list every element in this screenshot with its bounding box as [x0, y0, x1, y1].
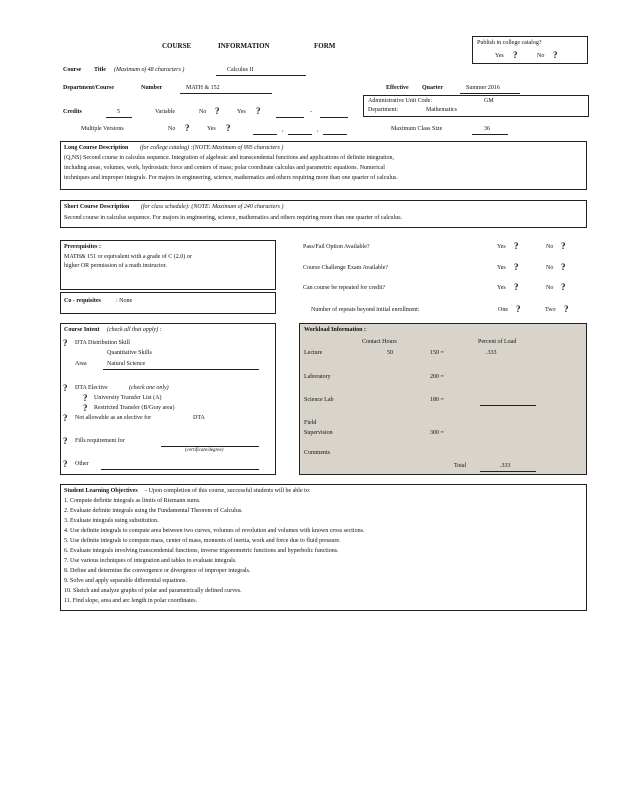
- dta-elective-checkbox[interactable]: ?: [63, 383, 68, 393]
- pass-fail-no-label: No: [546, 244, 554, 250]
- multiple-versions-label: Multiple Versions: [81, 126, 124, 132]
- dta-elective-label: DTA Elective: [75, 385, 108, 391]
- prereq-label: Prerequisites :: [64, 244, 101, 250]
- slo-item-5[interactable]: 5. Use definite integrals to compute mass, center of mass, moments of inertia, work and force due to fluid pressure.: [64, 538, 341, 544]
- intent-header: [64, 327, 162, 333]
- short-description-box: [60, 200, 587, 228]
- admin-department-value: Mathematics: [426, 107, 457, 113]
- fills-checkbox[interactable]: ?: [63, 436, 68, 446]
- repeats-two-checkbox[interactable]: ?: [564, 304, 569, 314]
- dta-label: DTA Distribution Skill: [75, 340, 130, 346]
- multiple-comma1: ,: [282, 127, 284, 133]
- dta-elective-hint: (check one only): [129, 385, 169, 391]
- transfer-a-label: University Transfer List (A): [94, 395, 162, 401]
- effective-label: Effective: [386, 85, 409, 91]
- prerequisites-box: [60, 240, 276, 290]
- other-checkbox[interactable]: ?: [63, 459, 68, 469]
- credits-label: Credits: [63, 109, 82, 115]
- slo-header: [64, 488, 310, 494]
- science-lab-label: Science Lab: [304, 397, 334, 403]
- pass-fail-yes-checkbox[interactable]: ?: [514, 241, 519, 251]
- title-label: Title: [94, 67, 106, 73]
- dta-checkbox[interactable]: ?: [63, 338, 68, 348]
- course-label: Course: [63, 67, 82, 73]
- publish-no-checkbox[interactable]: ?: [553, 50, 558, 60]
- transfer-b-label: Restricted Transfer (B/Gray area): [94, 405, 175, 411]
- title-hint: (Maximum of 48 characters ): [114, 67, 185, 73]
- max-class-underline: [472, 134, 508, 135]
- repeat-yes-checkbox[interactable]: ?: [514, 282, 519, 292]
- quarter-value[interactable]: Summer 2016: [466, 85, 500, 91]
- multiple-no-label: No: [168, 126, 176, 132]
- comments-label: Comments: [304, 450, 331, 456]
- repeat-no-checkbox[interactable]: ?: [561, 282, 566, 292]
- multiple-comma2: ,: [317, 127, 319, 133]
- max-class-value[interactable]: 36: [484, 126, 490, 132]
- workload-box: [299, 323, 587, 475]
- lecture-hours[interactable]: 50: [387, 350, 393, 356]
- repeats-one-label: One: [498, 307, 508, 313]
- slo-item-9[interactable]: 9. Solve and apply separable differential equations.: [64, 578, 187, 584]
- challenge-yes-label: Yes: [497, 265, 506, 271]
- short-desc-hint: (for class schedule): (NOTE: Maximum of 240 characters ): [140, 204, 284, 210]
- lecture-label: Lecture: [304, 350, 323, 356]
- admin-box: [363, 95, 589, 117]
- not-allowable-checkbox[interactable]: ?: [63, 413, 68, 423]
- total-underline: [480, 471, 536, 472]
- course-intent-box: [60, 323, 276, 475]
- sci-percent-underline: [480, 405, 536, 406]
- short-desc-text[interactable]: Second course in calculus sequence. For majors in engineering, science, mathematics and others requiring more than one quarter of calculus.: [64, 215, 403, 221]
- long-description-box: [60, 141, 587, 190]
- long-desc-line-2[interactable]: including areas, volumes, work, hydrostatic force and centers of mass; polar coordinate calculus and parametric equations. Numerical: [64, 165, 385, 171]
- pass-fail-yes-label: Yes: [497, 244, 506, 250]
- intent-label: Course Intent: [64, 327, 100, 333]
- coreq-value[interactable]: : None: [116, 298, 133, 304]
- lecture-divisor: 150 =: [430, 350, 444, 356]
- publish-no-label: No: [537, 53, 545, 59]
- lab-divisor: 200 =: [430, 374, 444, 380]
- sci-divisor: 180 =: [430, 397, 444, 403]
- variable-no-checkbox[interactable]: ?: [215, 106, 220, 116]
- challenge-yes-checkbox[interactable]: ?: [514, 262, 519, 272]
- fills-underline: [161, 446, 259, 447]
- multiple-field2-underline: [288, 134, 312, 135]
- long-desc-line-3[interactable]: techniques and improper integrals. For majors in engineering, science, mathematics and others requiring more than one quarter of calculus.: [64, 175, 398, 181]
- fills-label: Fills requirement for: [75, 438, 125, 444]
- not-allowable-label: Not allowable as an elective for: [75, 415, 152, 421]
- variable-yes-checkbox[interactable]: ?: [256, 106, 261, 116]
- dept-course-value[interactable]: MATH & 152: [186, 85, 220, 91]
- challenge-label: Course Challenge Exam Available?: [303, 265, 389, 271]
- lecture-percent[interactable]: .333: [486, 350, 497, 356]
- corequisites-box: [60, 292, 276, 314]
- slo-item-6[interactable]: 6. Evaluate integrals involving transcendental functions, inverse trigonometric functions and hyperbolic functions.: [64, 548, 339, 554]
- slo-box: [60, 484, 587, 611]
- slo-item-2[interactable]: 2. Evaluate definite integrals using the Fundamental Theorem of Calculus.: [64, 508, 243, 514]
- challenge-no-checkbox[interactable]: ?: [561, 262, 566, 272]
- short-desc-header: [64, 204, 283, 210]
- slo-label: Student Learning Objectives: [64, 488, 138, 494]
- coreq-label: Co - requisites: [64, 298, 101, 304]
- multiple-yes-checkbox[interactable]: ?: [226, 123, 231, 133]
- variable-yes-label: Yes: [237, 109, 246, 115]
- slo-item-4[interactable]: 4. Use definite integrals to compute area between two curves, volumes of revolution and volumes with known cross sections.: [64, 528, 365, 534]
- short-desc-label: Short Course Description: [64, 204, 130, 210]
- repeat-yes-label: Yes: [497, 285, 506, 291]
- dept-underline: [180, 93, 272, 94]
- course-title-underline: [216, 75, 306, 76]
- form-title-course: COURSE: [162, 42, 192, 50]
- total-value[interactable]: .333: [500, 463, 511, 469]
- intent-hint: (check all that apply) :: [107, 327, 162, 333]
- repeat-no-label: No: [546, 285, 554, 291]
- transfer-b-checkbox[interactable]: ?: [83, 403, 88, 413]
- multiple-yes-label: Yes: [207, 126, 216, 132]
- long-desc-hint: (for college catalog) :(NOTE:Maximum of 995 characters ): [139, 145, 284, 151]
- slo-item-7[interactable]: 7. Use various techniques of integration and tables to evaluate integrals.: [64, 558, 237, 564]
- variable-no-label: No: [199, 109, 207, 115]
- field-label: Field: [304, 420, 317, 426]
- slo-intro: - Upon completion of this course, successful students will be able to:: [145, 488, 311, 494]
- slo-item-10[interactable]: 10. Sketch and analyze graphs of polar and parametrically defined curves.: [64, 588, 242, 594]
- multiple-field3-underline: [323, 134, 347, 135]
- long-desc-line-1[interactable]: (Q,NS) Second course in calculus sequence. Integration of algebraic and transcendental functions and applications of definite integration,: [64, 155, 395, 161]
- multiple-field1-underline: [253, 134, 277, 135]
- multiple-no-checkbox[interactable]: ?: [185, 123, 190, 133]
- prereq-line-2[interactable]: higher OR permission of a math instructor.: [64, 263, 167, 269]
- pass-fail-no-checkbox[interactable]: ?: [561, 241, 566, 251]
- area-underline: [103, 369, 259, 370]
- laboratory-label: Laboratory: [304, 374, 331, 380]
- long-desc-header: [64, 145, 283, 151]
- course-title-value[interactable]: Calculus II: [227, 67, 254, 73]
- challenge-no-label: No: [546, 265, 554, 271]
- form-title-information: INFORMATION: [218, 42, 270, 50]
- slo-item-8[interactable]: 8. Define and determine the convergence or divergence of improper integrals.: [64, 568, 251, 574]
- repeats-one-checkbox[interactable]: ?: [516, 304, 521, 314]
- contact-hours-header: Contact Hours: [362, 339, 397, 345]
- number-label: Number: [141, 85, 163, 91]
- supervision-label: Supervision: [304, 430, 333, 436]
- quarter-label: Quarter: [422, 85, 443, 91]
- slo-item-11[interactable]: 11. Find slope, area and arc length in polar coordinates.: [64, 598, 198, 604]
- publish-yes-label: Yes: [495, 53, 504, 59]
- variable-label: Variable: [155, 109, 175, 115]
- publish-yes-checkbox[interactable]: ?: [513, 50, 518, 60]
- variable-min-underline: [276, 117, 304, 118]
- area-value[interactable]: Natural Science: [107, 361, 146, 367]
- long-desc-label: Long Course Description: [64, 145, 129, 151]
- variable-dash: -: [310, 109, 312, 115]
- publish-label: Publish in college catalog?: [477, 40, 542, 46]
- admin-department-label: Department:: [368, 107, 398, 113]
- max-class-label: Maximum Class Size: [391, 126, 443, 132]
- repeat-credit-label: Can course be repeated for credit?: [303, 285, 386, 291]
- repeats-two-label: Two: [545, 307, 556, 313]
- admin-unit-label: Administrative Unit Code:: [368, 98, 432, 104]
- form-title-form: FORM: [314, 42, 336, 50]
- quarter-underline: [460, 93, 520, 94]
- prereq-line-1[interactable]: MATH& 151 or equivalent with a grade of C (2.0) or: [64, 254, 192, 260]
- other-underline: [101, 469, 259, 470]
- fills-hint: (certificate/degree): [185, 448, 224, 453]
- dept-label: Department/Course: [63, 85, 114, 91]
- admin-unit-value: GM: [484, 98, 494, 104]
- variable-max-underline: [320, 117, 348, 118]
- slo-item-1[interactable]: 1. Compute definite integrals as limits of Riemann sums.: [64, 498, 201, 504]
- transfer-a-checkbox[interactable]: ?: [83, 393, 88, 403]
- percent-load-header: Percent of Load: [478, 339, 517, 345]
- total-label: Total: [454, 463, 467, 469]
- publish-box: [472, 36, 588, 64]
- credits-underline: [106, 117, 132, 118]
- credits-value[interactable]: 5: [117, 109, 120, 115]
- area-label: Area: [75, 361, 87, 367]
- slo-item-3[interactable]: 3. Evaluate integrals using substitution.: [64, 518, 159, 524]
- workload-label: Workload Information :: [304, 327, 367, 333]
- quant-label: Quantitative Skills: [107, 350, 152, 356]
- pass-fail-label: Pass/Fail Option Available?: [303, 244, 370, 250]
- repeats-label: Number of repeats beyond initial enrollment:: [311, 307, 420, 313]
- not-allowable-value[interactable]: DTA: [193, 415, 205, 421]
- other-label: Other: [75, 461, 89, 467]
- field-divisor: 300 =: [430, 430, 444, 436]
